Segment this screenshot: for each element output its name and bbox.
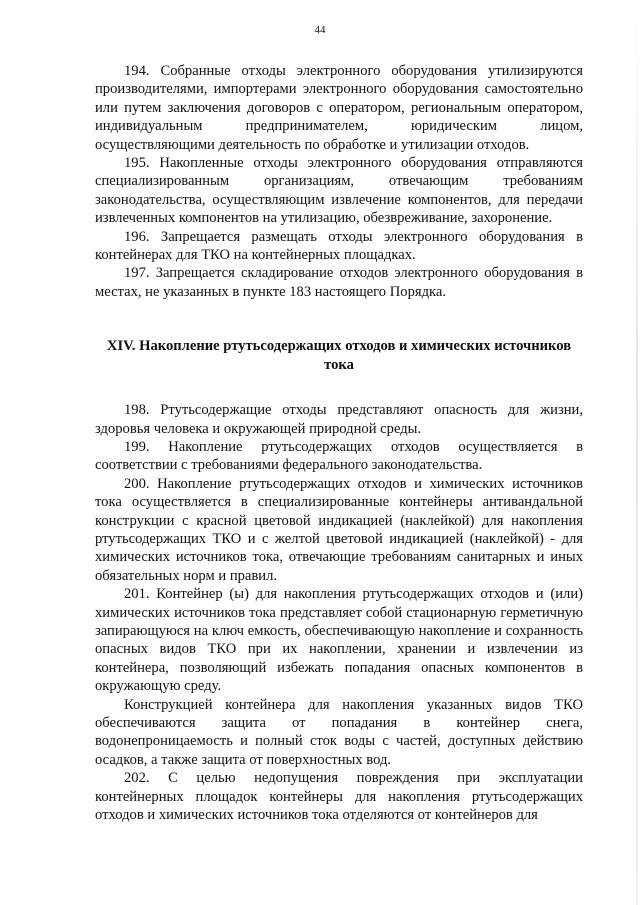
page-number: 44	[314, 24, 326, 36]
paragraph-200: 200. Накопление ртутьсодержащих отходов и химических источников тока осуществляется в специализированные контейнеры антивандальной конструкции с красной цветовой индикацией (наклейкой) для накопления ртутьсодержащих ТКО и с желтой цветовой индикацией (наклейкой) - для химических источников тока, отвечающие требованиям санитарных и иных обязательных норм и правил.	[95, 475, 583, 584]
paragraph-196: 196. Запрещается размещать отходы электронного оборудования в контейнерах для ТКО на контейнерных площадках.	[95, 228, 583, 264]
paragraph-195: 195. Накопленные отходы электронного оборудования отправляются специализированным организациям, отвечающим требованиям законодательства, осуществляющим извлечение компонентов, для передачи извлеченных компонентов на утилизацию, обезвреживание, захоронение.	[95, 155, 583, 227]
paragraph-199: 199. Накопление ртутьсодержащих отходов осуществляется в соответствии с требованиями федерального законодательства.	[95, 438, 583, 474]
paragraph-194: 194. Собранные отходы электронного оборудования утилизируются производителями, импортерами электронного оборудования самостоятельно или путем заключения договоров с оператором, региональным оператором, индивидуальным предпринимателем, юридическим лицом, осуществляющими деятельность по обработке и утилизации отходов.	[95, 63, 583, 153]
scan-edge-shadow	[636, 0, 638, 905]
paragraph-198: 198. Ртутьсодержащие отходы представляют опасность для жизни, здоровья человека и окружающей природной среды.	[95, 402, 583, 437]
paragraph-202: 202. С целью недопущения повреждения при эксплуатации контейнерных площадок контейнеры для накопления ртутьсодержащих отходов и химических источников тока отделяются от контейнеров для	[95, 770, 583, 824]
document-body	[95, 62, 583, 824]
paragraph-container-design: Конструкцией контейнера для накопления указанных видов ТКО обеспечиваются защита от попадания в контейнер снега, водонепроницаемость и полный сток воды с частей, доступных действию осадков, а также защита от поверхностных вод.	[95, 696, 583, 768]
section-heading: XIV. Накопление ртутьсодержащих отходов и химических источников тока	[106, 338, 572, 373]
paragraph-201: 201. Контейнер (ы) для накопления ртутьсодержащих отходов и (или) химических источников тока представляет собой стационарную герметичную запирающуюся на ключ емкость, обеспечивающую накопление и сохранность опасных видов ТКО при их накоплении, хранении и извлечении из контейнера, позволяющий избежать попадания опасных компонентов в окружающую среду.	[95, 586, 583, 695]
paragraph-197: 197. Запрещается складирование отходов электронного оборудования в местах, не указанных в пункте 183 настоящего Порядка.	[95, 265, 583, 300]
